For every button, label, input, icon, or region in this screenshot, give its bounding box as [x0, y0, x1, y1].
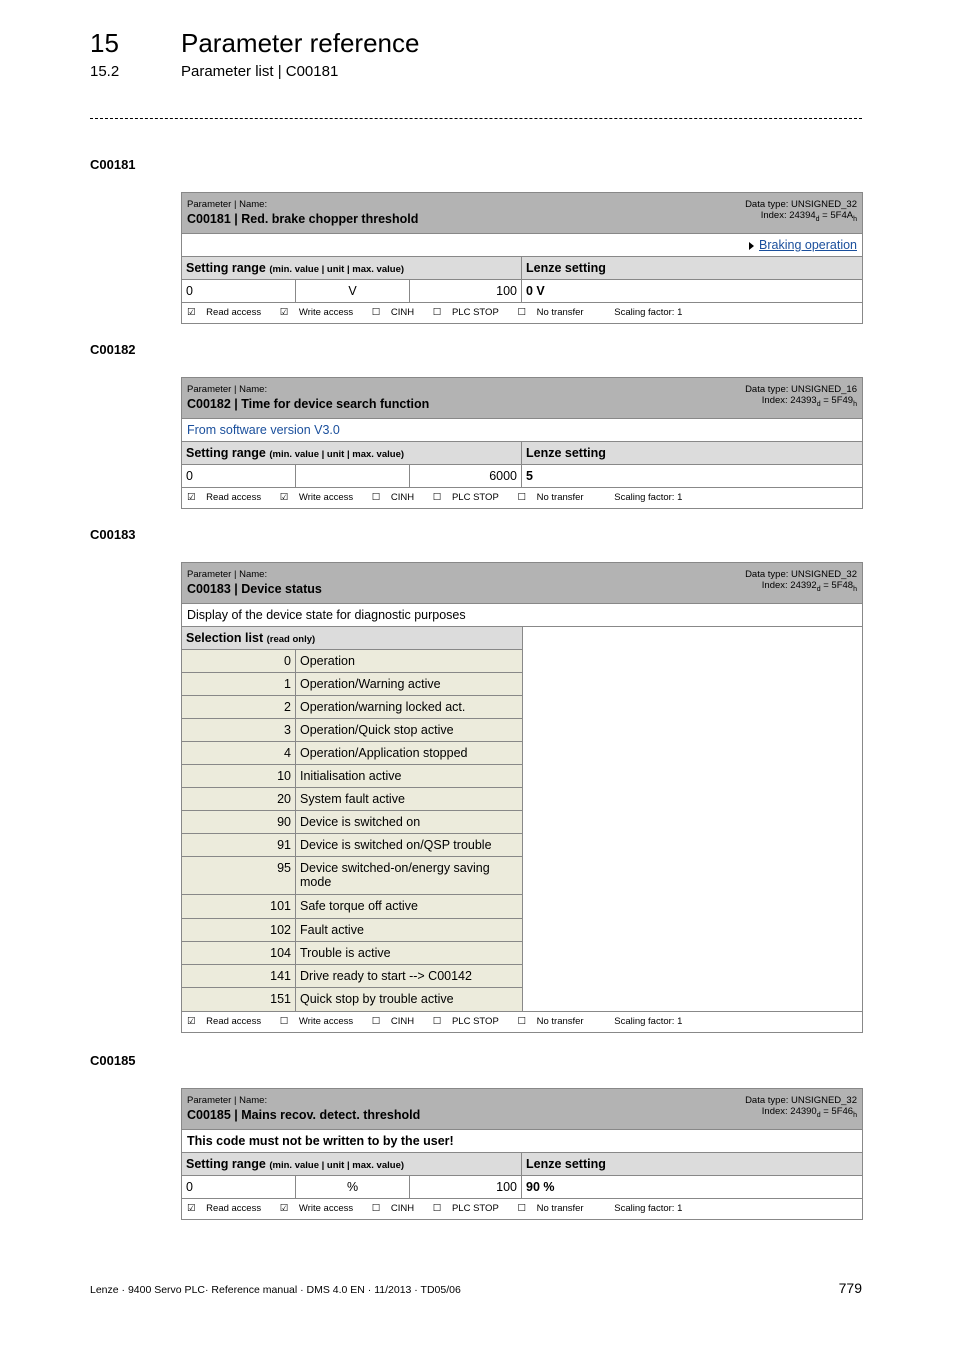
no-transfer-flag: ☐ No transfer	[517, 492, 584, 503]
no-transfer-flag: ☐ No transfer	[517, 1016, 584, 1027]
checkbox-checked-icon: ☑	[187, 1016, 196, 1027]
checkbox-unchecked-icon: ☐	[517, 1203, 526, 1214]
selection-row: 1 Operation/Warning active	[182, 673, 522, 696]
plc-stop-flag: ☐ PLC STOP	[432, 1203, 499, 1214]
footer-text: Lenze · 9400 Servo PLC· Reference manual · DMS 4.0 EN · 11/2013 · TD05/06	[90, 1284, 461, 1296]
setting-range-values	[182, 465, 862, 488]
param-name-label: Parameter | Name:	[187, 384, 268, 395]
section-label-c00181: C00181	[90, 157, 136, 172]
braking-operation-link[interactable]: Braking operation	[759, 238, 857, 252]
selection-row: 0 Operation	[182, 650, 522, 673]
param-table-c00183	[181, 562, 863, 1033]
plc-stop-flag: ☐ PLC STOP	[432, 1016, 499, 1027]
checkbox-unchecked-icon: ☐	[371, 1203, 381, 1214]
min-value: 0	[182, 465, 296, 487]
data-type: Data type: UNSIGNED_32	[745, 199, 857, 210]
write-access-flag: ☐ Write access	[279, 1016, 354, 1027]
scaling-factor: Scaling factor: 1	[614, 1016, 683, 1027]
selection-list	[182, 627, 862, 1012]
lenze-value: 90 %	[526, 1180, 555, 1194]
setting-range-hint: (min. value | unit | max. value)	[269, 449, 405, 460]
setting-range-header	[182, 1153, 862, 1176]
checkbox-checked-icon: ☑	[279, 1203, 289, 1214]
param-header	[182, 193, 862, 234]
param-header	[182, 1089, 862, 1130]
section-number: 15.2	[90, 63, 120, 80]
setting-range-label: Setting range	[186, 446, 266, 460]
selection-row: 90 Device is switched on	[182, 811, 522, 834]
min-value: 0	[182, 280, 296, 302]
checkbox-unchecked-icon: ☐	[432, 492, 442, 503]
write-access-flag: ☑ Write access	[279, 1203, 354, 1214]
cinh-flag: ☐ CINH	[371, 492, 415, 503]
section-label-c00185: C00185	[90, 1053, 136, 1068]
selection-row: 20 System fault active	[182, 788, 522, 811]
data-type: Data type: UNSIGNED_16	[745, 384, 857, 395]
max-value: 6000	[410, 465, 522, 487]
warning-note: This code must not be written to by the user!	[182, 1130, 862, 1153]
cinh-flag: ☐ CINH	[371, 1203, 415, 1214]
write-access-flag: ☑ Write access	[279, 492, 354, 503]
lenze-setting-label: Lenze setting	[526, 446, 606, 460]
dashed-rule	[90, 118, 862, 119]
read-access-flag: ☑ Read access	[187, 492, 262, 503]
min-value: 0	[182, 1176, 296, 1198]
setting-range-label: Setting range	[186, 1157, 266, 1171]
param-header	[182, 378, 862, 419]
checkbox-checked-icon: ☑	[187, 492, 196, 503]
selection-row: 141 Drive ready to start --> C00142	[182, 965, 522, 988]
unit: V	[296, 280, 410, 302]
arrow-right-icon	[749, 242, 754, 250]
no-transfer-flag: ☐ No transfer	[517, 307, 584, 318]
plc-stop-flag: ☐ PLC STOP	[432, 492, 499, 503]
max-value: 100	[410, 1176, 522, 1198]
selection-row: 151 Quick stop by trouble active	[182, 988, 522, 1011]
chapter-title: Parameter reference	[181, 28, 420, 58]
setting-range-hint: (min. value | unit | max. value)	[269, 1160, 405, 1171]
unit	[296, 465, 410, 487]
checkbox-unchecked-icon: ☐	[432, 1203, 442, 1214]
scaling-factor: Scaling factor: 1	[614, 1203, 683, 1214]
setting-range-values	[182, 280, 862, 303]
read-access-flag: ☑ Read access	[187, 1016, 262, 1027]
description-note: Display of the device state for diagnostic purposes	[182, 604, 862, 627]
selection-row: 10 Initialisation active	[182, 765, 522, 788]
checkbox-unchecked-icon: ☐	[517, 1016, 526, 1027]
checkbox-unchecked-icon: ☐	[517, 307, 526, 318]
scaling-factor: Scaling factor: 1	[614, 492, 683, 503]
param-table-c00185	[181, 1088, 863, 1220]
setting-range-label: Setting range	[186, 261, 266, 275]
param-header	[182, 563, 862, 604]
param-name-label: Parameter | Name:	[187, 1095, 268, 1106]
param-name: C00183 | Device status	[187, 582, 322, 596]
param-table-c00182	[181, 377, 863, 509]
chapter-number: 15	[90, 28, 119, 58]
param-index: Index: $24393_d = 5F49_h$	[761, 395, 857, 408]
selection-row: 2 Operation/warning locked act.	[182, 696, 522, 719]
max-value: 100	[410, 280, 522, 302]
selection-row: 101 Safe torque off active	[182, 895, 522, 919]
param-name-label: Parameter | Name:	[187, 199, 268, 210]
checkbox-unchecked-icon: ☐	[279, 1016, 289, 1027]
unit: %	[296, 1176, 410, 1198]
access-flags	[182, 303, 862, 323]
lenze-setting-label: Lenze setting	[526, 1157, 606, 1171]
link-row	[182, 234, 862, 257]
param-name: C00181 | Red. brake chopper threshold	[187, 212, 419, 226]
checkbox-unchecked-icon: ☐	[371, 492, 381, 503]
cinh-flag: ☐ CINH	[371, 1016, 415, 1027]
section-label-c00182: C00182	[90, 342, 136, 357]
checkbox-unchecked-icon: ☐	[432, 307, 442, 318]
param-table-c00181	[181, 192, 863, 324]
read-access-flag: ☑ Read access	[187, 1203, 262, 1214]
access-flags	[182, 1012, 862, 1032]
read-access-flag: ☑ Read access	[187, 307, 262, 318]
selection-row: 102 Fault active	[182, 919, 522, 942]
selection-row: 3 Operation/Quick stop active	[182, 719, 522, 742]
selection-row: 95 Device switched-on/energy saving mode	[182, 857, 522, 895]
selection-row: 104 Trouble is active	[182, 942, 522, 965]
checkbox-checked-icon: ☑	[187, 307, 196, 318]
cinh-flag: ☐ CINH	[371, 307, 415, 318]
setting-range-header	[182, 257, 862, 280]
param-index: Index: $24392_d = 5F48_h$	[761, 580, 857, 593]
plc-stop-flag: ☐ PLC STOP	[432, 307, 499, 318]
checkbox-checked-icon: ☑	[187, 1203, 196, 1214]
checkbox-unchecked-icon: ☐	[371, 307, 381, 318]
selection-row: 4 Operation/Application stopped	[182, 742, 522, 765]
no-transfer-flag: ☐ No transfer	[517, 1203, 584, 1214]
lenze-setting-label: Lenze setting	[526, 261, 606, 275]
lenze-value: 0 V	[526, 284, 545, 298]
lenze-value: 5	[526, 469, 533, 483]
write-access-flag: ☑ Write access	[279, 307, 354, 318]
param-index: Index: $24394_d = 5F4A_h$	[760, 210, 857, 223]
access-flags	[182, 1199, 862, 1219]
access-flags	[182, 488, 862, 508]
checkbox-unchecked-icon: ☐	[517, 492, 526, 503]
checkbox-unchecked-icon: ☐	[432, 1016, 442, 1027]
section-title: Parameter list | C00181	[181, 63, 339, 80]
checkbox-checked-icon: ☑	[279, 307, 289, 318]
data-type: Data type: UNSIGNED_32	[745, 569, 857, 580]
checkbox-unchecked-icon: ☐	[371, 1016, 381, 1027]
selection-list-header: Selection list (read only)	[182, 627, 522, 650]
param-name-label: Parameter | Name:	[187, 569, 268, 580]
setting-range-values	[182, 1176, 862, 1199]
data-type: Data type: UNSIGNED_32	[745, 1095, 857, 1106]
checkbox-checked-icon: ☑	[279, 492, 289, 503]
param-index: Index: $24390_d = 5F46_h$	[761, 1106, 857, 1119]
scaling-factor: Scaling factor: 1	[614, 307, 683, 318]
version-note: From software version V3.0	[182, 419, 862, 442]
page-number: 779	[838, 1280, 862, 1296]
param-name: C00182 | Time for device search function	[187, 397, 430, 411]
section-label-c00183: C00183	[90, 527, 136, 542]
selection-row: 91 Device is switched on/QSP trouble	[182, 834, 522, 857]
param-name: C00185 | Mains recov. detect. threshold	[187, 1108, 421, 1122]
setting-range-header	[182, 442, 862, 465]
setting-range-hint: (min. value | unit | max. value)	[269, 264, 405, 275]
